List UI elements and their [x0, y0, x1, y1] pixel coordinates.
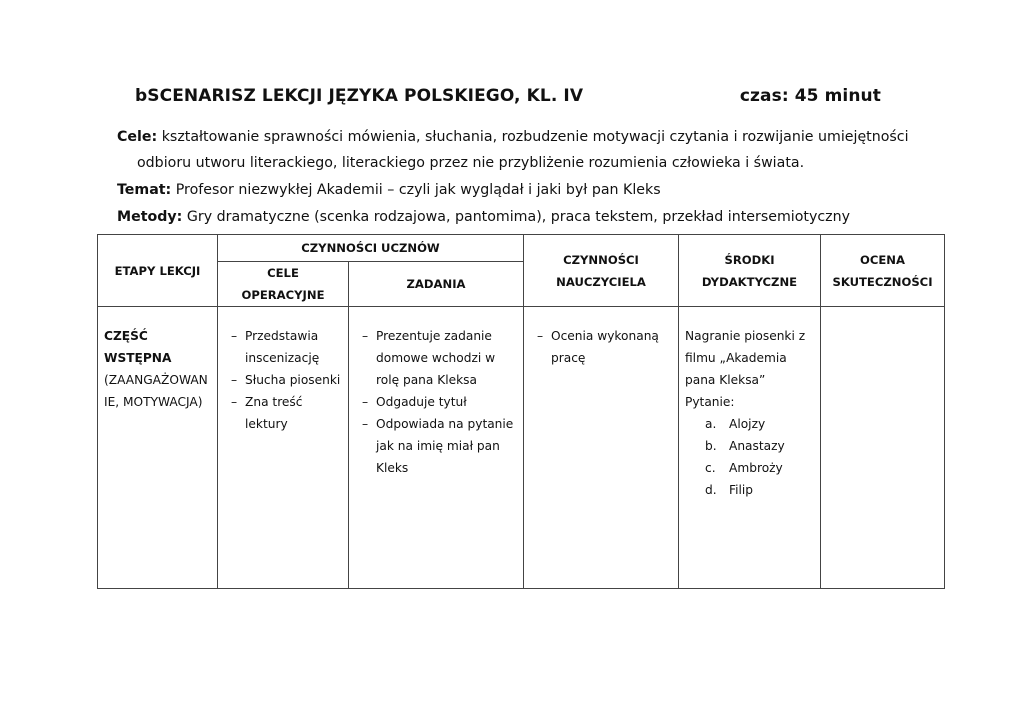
methods-text: Gry dramatyczne (scenka rodzajowa, pantomima), praca tekstem, przekład intersemiotyczny [182, 209, 851, 225]
header-czynnosci-uczniow: CZYNNOŚCI UCZNÓW [218, 235, 524, 262]
goals-text-line1: kształtowanie sprawności mówienia, słuchania, rozbudzenie motywacji czytania i rozwijanie umiejętności [157, 129, 909, 145]
lesson-title: bSCENARISZ LEKCJI JĘZYKA POLSKIEGO, KL. IV [135, 86, 584, 106]
goals-text-line2: odbioru utworu literackiego, literackiego przez nie przybliżenie rozumienia człowieka i świata. [137, 155, 805, 171]
list-item: – Odpowiada na pytanie jak na imię miał pan Kleks [362, 417, 514, 475]
goals-label: Cele: [117, 129, 158, 145]
lesson-time: czas: 45 minut [739, 86, 881, 106]
methods-paragraph [117, 207, 850, 227]
topic-label: Temat: [117, 182, 172, 198]
list-item: – Zna treść lektury [231, 395, 303, 431]
header-srodki: ŚRODKI DYDAKTYCZNE [679, 235, 821, 307]
header-zadania: ZADANIA [349, 262, 524, 307]
header-etapy: ETAPY LEKCJI [98, 235, 218, 307]
cell-etap [98, 307, 218, 589]
header-cele: CELE OPERACYJNE [218, 262, 349, 307]
methods-label: Metody: [117, 209, 183, 225]
header-czynnosci-nauczyciela: CZYNNOŚCI NAUCZYCIELA [524, 235, 679, 307]
header-ocena: OCENA SKUTECZNOŚCI [821, 235, 945, 307]
answers-list [685, 413, 820, 501]
list-item: – Odgaduje tytuł [362, 395, 467, 409]
cell-zadania [349, 307, 524, 589]
list-item: d. Filip [705, 483, 754, 497]
cell-cele [218, 307, 349, 589]
list-item: a. Alojzy [705, 417, 766, 431]
cell-nauczyciel [524, 307, 679, 589]
list-item: – Prezentuje zadanie domowe wchodzi w rolę pana Kleksa [362, 329, 496, 387]
list-item: b. Anastazy [705, 439, 785, 453]
etap-line1: CZĘŚĆ [104, 329, 148, 343]
list-item: – Ocenia wykonaną pracę [537, 329, 659, 365]
list-item: – Przedstawia inscenizację [231, 329, 320, 365]
lesson-table [97, 234, 945, 589]
list-item: c. Ambroży [705, 461, 783, 475]
etap-line4: IE, MOTYWACJA) [104, 395, 203, 409]
topic-paragraph [117, 180, 661, 200]
cell-ocena [821, 307, 945, 589]
etap-line2: WSTĘPNA [104, 351, 172, 365]
topic-text: Profesor niezwykłej Akademii – czyli jak wyglądał i jaki był pan Kleks [171, 182, 661, 198]
goals-paragraph [117, 127, 909, 147]
list-item: – Słucha piosenki [231, 373, 341, 387]
etap-line3: (ZAANGAŻOWAN [104, 373, 208, 387]
document-title-line [135, 86, 881, 106]
cell-srodki: Nagranie piosenki z filmu „Akademia pana Kleksa” Pytanie: a. Alojzy b. Anastazy c. Ambroży d. Filip [679, 307, 821, 589]
